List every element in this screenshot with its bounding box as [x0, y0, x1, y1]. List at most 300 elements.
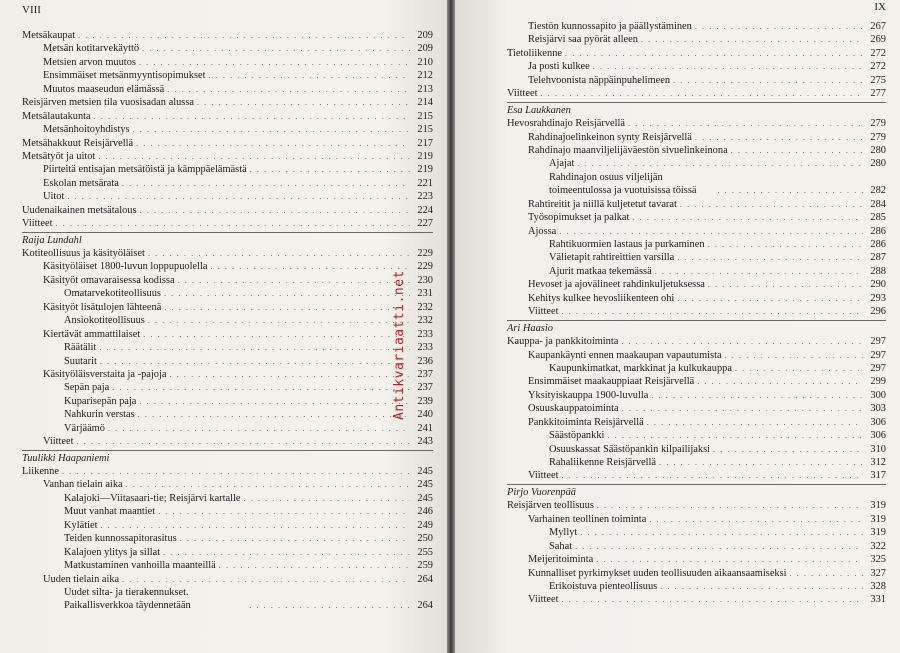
toc-entry-title: Uudenaikainen metsätalous	[22, 204, 137, 216]
toc-entry-title: Kalajoki—Viitasaari-tie; Reisjärvi kartalle	[64, 492, 241, 504]
toc-entry	[22, 355, 433, 368]
toc-dot-leader	[133, 123, 410, 136]
toc-entry	[22, 110, 433, 123]
toc-entry-title: Käsityöt omavaraisessa kodissa	[43, 274, 175, 286]
toc-entry-page: 319	[870, 527, 886, 539]
toc-entry	[22, 478, 433, 491]
toc-entry	[22, 177, 433, 190]
toc-entry-page: 245	[417, 466, 433, 477]
toc-dot-leader	[575, 540, 863, 553]
toc-entry-title: Vanhan tielain aika	[43, 479, 123, 491]
toc-entry-title: Kehitys kulkee hevosliikenteen ohi	[528, 292, 675, 304]
toc-entry	[22, 314, 433, 327]
toc-entry-page: 249	[417, 519, 433, 531]
toc-dot-leader	[163, 546, 410, 559]
toc-entry-page: 212	[417, 70, 433, 82]
toc-dot-leader	[660, 580, 863, 593]
toc-entry-page: 223	[417, 191, 433, 203]
toc-entry	[507, 60, 886, 73]
toc-dot-leader	[126, 478, 410, 491]
toc-dot-leader	[735, 362, 863, 375]
toc-dot-leader	[708, 238, 863, 251]
toc-entry-title: Viitteet	[22, 218, 53, 230]
toc-dot-leader	[695, 20, 863, 33]
toc-entry-title: Kuparisepän paja	[64, 395, 137, 407]
toc-entry-title: Rahdinajo maanviljelijäväestön sivuelinkeinona	[528, 144, 728, 156]
toc-entry	[507, 513, 886, 526]
toc-entry-page: 331	[870, 594, 886, 606]
toc-entry-page: 275	[870, 74, 886, 86]
toc-entry	[507, 117, 886, 130]
toc-entry-page: 306	[870, 416, 886, 428]
toc-dot-leader	[622, 402, 863, 415]
toc-dot-leader	[641, 33, 863, 46]
toc-entry	[507, 375, 886, 388]
toc-entry-page: 219	[417, 164, 433, 176]
toc-entry-page: 287	[870, 252, 886, 264]
toc-entry-page: 312	[870, 457, 886, 469]
toc-entry	[22, 546, 433, 559]
toc-entry-title: Hevosrahdinajo Reisjärvellä	[507, 118, 626, 130]
toc-dot-leader	[659, 456, 863, 469]
toc-entry-title: Liikenne	[22, 466, 59, 477]
left-page-number: VIII	[22, 4, 41, 16]
toc-entry	[507, 47, 886, 60]
toc-entry-page: 317	[870, 470, 886, 482]
toc-entry	[22, 492, 433, 505]
toc-entry-title: Kaupankäynti ennen maakaupan vapautumista	[528, 349, 722, 361]
toc-entry	[22, 465, 433, 478]
toc-entry-page: 290	[870, 279, 886, 291]
toc-entry-page: 296	[870, 306, 886, 318]
toc-author: Raija Lundahl	[22, 232, 433, 247]
toc-entry-title: Värjäämö	[64, 422, 105, 434]
toc-dot-leader	[122, 177, 410, 190]
toc-dot-leader	[621, 335, 863, 348]
toc-entry	[507, 416, 886, 429]
toc-entry	[507, 225, 886, 238]
toc-dot-leader	[62, 465, 410, 478]
toc-dot-leader	[597, 499, 863, 512]
toc-entry-page: 214	[417, 97, 433, 109]
toc-dot-leader	[250, 163, 410, 176]
toc-entry-title: Metsälautakunta	[22, 110, 91, 122]
toc-entry-title: Viitteet	[507, 88, 538, 100]
toc-entry	[22, 274, 433, 287]
toc-entry-page: 237	[417, 382, 433, 394]
toc-dot-leader	[731, 144, 863, 157]
toc-entry-title: Ajossa	[528, 225, 557, 237]
toc-entry	[507, 593, 886, 606]
toc-entry-page: 319	[870, 513, 886, 525]
toc-entry-title: Rahtireitit ja niillä kuljetetut tavarat	[528, 198, 677, 210]
toc-entry	[507, 443, 886, 456]
toc-entry	[22, 422, 433, 435]
toc-dot-leader	[178, 274, 410, 287]
toc-dot-leader	[158, 505, 410, 518]
toc-entry-title: Matkustaminen vanhoilla maanteillä	[64, 560, 216, 572]
toc-entry-title: Rahtikuormien lastaus ja purkaminen	[549, 239, 705, 251]
toc-entry-title: Ajajat	[549, 158, 575, 170]
toc-entry-title: Viitteet	[528, 594, 559, 606]
toc-entry-title: Viitteet	[528, 306, 559, 318]
toc-entry-title: Säästöpankki	[549, 430, 605, 442]
toc-entry-page: 328	[870, 580, 886, 592]
toc-entry	[507, 292, 886, 305]
toc-entry-title: Käsityöläiset 1800-luvun loppupuolella	[43, 261, 208, 273]
toc-entry-page: 293	[870, 292, 886, 304]
toc-entry	[507, 74, 886, 87]
toc-entry-page: 209	[417, 30, 433, 41]
toc-author: Ari Haasio	[507, 320, 886, 335]
toc-dot-leader	[541, 87, 863, 100]
toc-entry	[22, 150, 433, 163]
toc-entry-title: Pankkitoiminta Reisjärvellä	[528, 416, 644, 428]
toc-entry-page: 327	[870, 567, 886, 579]
toc-dot-leader	[244, 492, 410, 505]
toc-dot-leader	[164, 301, 410, 314]
toc-dot-leader	[164, 287, 410, 300]
toc-entry	[22, 341, 433, 354]
toc-entry-page: 213	[417, 83, 433, 95]
toc-entry-title: Viitteet	[43, 436, 74, 448]
toc-dot-leader	[717, 184, 867, 197]
toc-entry	[22, 29, 433, 42]
toc-dot-leader	[136, 137, 410, 150]
toc-dot-leader	[197, 96, 410, 109]
toc-entry	[22, 368, 433, 381]
toc-entry-title: Metsän kotitarvekäyttö	[43, 43, 140, 55]
toc-dot-leader	[565, 47, 863, 60]
toc-entry-page: 279	[870, 118, 886, 130]
toc-entry-title: Reisjärvi saa pyörät alleen	[528, 34, 638, 46]
toc-entry-page: 286	[870, 225, 886, 237]
toc-entry-title: Sahat	[549, 540, 573, 552]
toc-entry	[22, 163, 433, 176]
toc-entry-title: Kalajoen ylitys ja sillat	[64, 546, 161, 558]
toc-entry	[507, 362, 886, 375]
toc-entry	[507, 402, 886, 415]
toc-entry-title: Teiden kunnossapitorasitus	[64, 533, 177, 545]
toc-entry-page: 264	[417, 573, 433, 585]
toc-dot-leader	[562, 469, 863, 482]
toc-entry	[507, 499, 886, 512]
toc-entry-title: Tietoliikenne	[507, 47, 563, 59]
toc-entry-page: 232	[417, 315, 433, 327]
toc-entry-title: Käsityöt lisätulojen lähteenä	[43, 301, 162, 313]
toc-entry	[507, 211, 886, 224]
toc-entry-title: Muut vanhat maantiet	[64, 506, 156, 518]
toc-entry-page: 246	[417, 506, 433, 518]
toc-dot-leader	[112, 381, 410, 394]
toc-entry-page: 245	[417, 492, 433, 504]
toc-dot-leader	[167, 83, 410, 96]
toc-entry-title: Tiestön kunnossapito ja päällystäminen	[528, 21, 692, 32]
toc-entry	[507, 33, 886, 46]
right-page	[455, 0, 900, 653]
toc-dot-leader	[677, 292, 863, 305]
toc-entry-title: Sepän paja	[64, 382, 110, 394]
toc-entry	[507, 238, 886, 251]
toc-entry	[22, 217, 433, 230]
toc-dot-leader	[697, 375, 863, 388]
toc-dot-leader	[249, 599, 414, 612]
toc-dot-leader	[647, 416, 863, 429]
toc-entry-title: Uudet silta- ja tierakennukset. Paikallisverkkoa täydennetään	[64, 586, 191, 612]
toc-entry	[22, 532, 433, 545]
toc-entry	[22, 519, 433, 532]
toc-dot-leader	[596, 553, 863, 566]
toc-entry-title: Viitteet	[528, 470, 559, 482]
toc-entry	[22, 204, 433, 217]
toc-entry-page: 239	[417, 395, 433, 407]
toc-entry-page: 280	[870, 158, 886, 170]
toc-entry-title: Muutos maaseudun elämässä	[43, 83, 165, 95]
toc-entry	[22, 69, 433, 82]
toc-entry	[507, 580, 886, 593]
toc-entry-page: 303	[870, 403, 886, 415]
toc-dot-leader	[713, 443, 863, 456]
toc-entry	[22, 190, 433, 203]
toc-entry-page: 210	[417, 56, 433, 68]
toc-entry-title: Osuuskauppatoiminta	[528, 403, 619, 415]
toc-entry-page: 297	[870, 336, 886, 348]
toc-entry	[507, 305, 886, 318]
toc-dot-leader	[209, 69, 411, 82]
toc-entry	[507, 251, 886, 264]
toc-entry-page: 277	[870, 88, 886, 100]
toc-entry-title: Kylätiet	[64, 519, 98, 531]
toc-entry	[507, 349, 886, 362]
toc-author: Esa Laukkanen	[507, 102, 886, 117]
toc-entry-page: 221	[417, 177, 433, 189]
toc-entry-title: Kauppa- ja pankkitoiminta	[507, 336, 619, 348]
toc-entry	[507, 265, 886, 278]
toc-entry	[22, 83, 433, 96]
toc-entry-title: Erikoistuva pienteollisuus	[549, 580, 658, 592]
toc-entry	[22, 559, 433, 572]
toc-entry-page: 240	[417, 409, 433, 421]
toc-entry-title: Rahdinajoelinkeinon synty Reisjärvellä	[528, 131, 692, 143]
toc-entry-page: 237	[417, 368, 433, 380]
toc-dot-leader	[67, 190, 410, 203]
toc-entry	[507, 540, 886, 553]
toc-dot-leader	[211, 260, 411, 273]
toc-entry	[22, 408, 433, 421]
toc-entry-page: 209	[417, 43, 433, 55]
toc-entry-title: Ajurit matkaa tekemässä	[549, 265, 652, 277]
toc-entry	[22, 137, 433, 150]
toc-author: Tuulikki Haapaniemi	[22, 450, 433, 465]
toc-entry-page: 282	[870, 185, 886, 197]
left-page	[0, 0, 447, 653]
toc-entry-page: 306	[870, 430, 886, 442]
toc-entry-page: 267	[870, 21, 886, 32]
toc-entry	[507, 429, 886, 442]
toc-entry-page: 322	[870, 540, 886, 552]
toc-dot-leader	[725, 349, 863, 362]
toc-dot-leader	[580, 526, 863, 539]
toc-entry-page: 284	[870, 198, 886, 210]
toc-entry	[507, 469, 886, 482]
toc-dot-leader	[180, 532, 410, 545]
toc-dot-leader	[649, 513, 863, 526]
toc-entry-title: Välietapit rahtireittien varsilla	[549, 252, 675, 264]
toc-dot-leader	[651, 389, 863, 402]
toc-entry-title: Osuuskassat Säästöpankin kilpailijaksi	[549, 443, 711, 455]
toc-dot-leader	[108, 422, 410, 435]
toc-entry-title: Rahaliikenne Reisjärvellä	[549, 457, 657, 469]
toc-dot-leader	[170, 368, 411, 381]
toc-dot-leader	[56, 217, 410, 230]
toc-entry-title: Yksityiskauppa 1900-luvulla	[528, 389, 649, 401]
toc-entry-title: Käsityöläisverstaita ja -pajoja	[43, 368, 167, 380]
toc-entry	[507, 278, 886, 291]
toc-entry-title: Ensimmäiset maakauppiaat Reisjärvellä	[528, 376, 695, 388]
toc-entry-title: Telehvoonista näppäinpuhelimeen	[528, 74, 671, 86]
toc-entry-title: Omatarvekotiteollisuus	[64, 288, 161, 300]
toc-dot-leader	[562, 305, 863, 318]
toc-entry-title: Myllyt	[549, 527, 578, 539]
toc-entry-page: 232	[417, 301, 433, 313]
toc-entry-title: Eskolan metsärata	[43, 177, 119, 189]
toc-dot-leader	[142, 42, 410, 55]
toc-entry-title: Piirteitä entisajan metsätöistä ja kämppäelämästä	[43, 164, 247, 176]
toc-dot-leader	[790, 567, 863, 580]
toc-entry-page: 230	[417, 274, 433, 286]
toc-entry	[22, 505, 433, 518]
toc-entry-title: Ensimmäiset metsänmyyntisopimukset	[43, 70, 206, 82]
toc-entry-page: 215	[417, 124, 433, 136]
toc-dot-leader	[78, 29, 410, 42]
toc-entry	[22, 260, 433, 273]
toc-entry-page: 299	[870, 376, 886, 388]
toc-entry-title: Hevoset ja ajovälineet rahdinkuljetuksessa	[528, 279, 705, 291]
toc-entry-page: 272	[870, 47, 886, 59]
toc-entry	[22, 395, 433, 408]
toc-entry-title: Metsähakkuut Reisjärvellä	[22, 137, 134, 149]
toc-entry-page: 279	[870, 131, 886, 143]
toc-entry-page: 325	[870, 554, 886, 566]
toc-dot-leader	[139, 395, 410, 408]
toc-dot-leader	[562, 593, 863, 606]
toc-entry	[22, 247, 433, 260]
toc-dot-leader	[98, 150, 410, 163]
toc-entry	[22, 123, 433, 136]
toc-dot-leader	[632, 211, 863, 224]
toc-entry	[507, 526, 886, 539]
toc-entry-title: Metsäkaupat	[22, 30, 76, 41]
toc-entry-title: Uuden tielain aika	[43, 573, 120, 585]
toc-dot-leader	[628, 117, 863, 130]
toc-entry-page: 286	[870, 239, 886, 251]
toc-entry	[22, 381, 433, 394]
toc-entry	[22, 96, 433, 109]
toc-dot-leader	[100, 355, 410, 368]
toc-entry-page: 233	[417, 342, 433, 354]
toc-entry-page: 227	[417, 218, 433, 230]
toc-dot-leader	[655, 265, 863, 278]
toc-entry-title: Kaupunkimatkat, markkinat ja kulkukauppa	[549, 362, 732, 374]
toc-dot-leader	[122, 573, 410, 586]
toc-entry-title: Rahdinajon osuus viljelijän toimeentulossa ja vuotuisissa töissä	[549, 171, 697, 197]
right-toc	[507, 20, 886, 607]
toc-entry	[507, 131, 886, 144]
toc-entry	[507, 87, 886, 100]
antikvariaatti-stamp: Antikvariaatti.net	[392, 270, 407, 420]
toc-entry-title: Reisjärven teollisuus	[507, 500, 594, 512]
toc-entry-page: 215	[417, 110, 433, 122]
toc-entry-page: 259	[417, 560, 433, 572]
toc-dot-leader	[140, 204, 410, 217]
toc-entry	[22, 328, 433, 341]
toc-dot-leader	[94, 110, 410, 123]
right-page-number: IX	[874, 1, 886, 13]
toc-entry-title: Kunnalliset pyrkimykset uuden teollisuuden aikaansaamiseksi	[528, 567, 787, 579]
toc-entry	[22, 42, 433, 55]
toc-entry	[507, 335, 886, 348]
toc-entry	[22, 435, 433, 448]
toc-entry-title: Kotiteollisuus ja käsityöläiset	[22, 248, 145, 259]
toc-dot-leader	[680, 198, 863, 211]
toc-dot-leader	[559, 225, 863, 238]
toc-entry-page: 245	[417, 479, 433, 491]
toc-dot-leader	[708, 278, 863, 291]
toc-entry-title: Nahkurin verstas	[64, 409, 135, 421]
toc-entry-title: Varhainen teollinen toiminta	[528, 513, 647, 525]
toc-entry	[22, 287, 433, 300]
toc-dot-leader	[100, 519, 410, 532]
toc-entry-page: 243	[417, 436, 433, 448]
toc-entry-title: Reisjärven metsien tila vuosisadan alussa	[22, 97, 194, 109]
toc-entry	[507, 171, 886, 198]
toc-dot-leader	[143, 328, 410, 341]
toc-entry-page: 272	[870, 61, 886, 73]
toc-dot-leader	[219, 559, 410, 572]
toc-entry-page: 231	[417, 288, 433, 300]
toc-entry	[507, 198, 886, 211]
toc-entry-page: 217	[417, 137, 433, 149]
toc-entry-title: Suutarit	[64, 355, 97, 367]
toc-entry	[507, 157, 886, 170]
toc-entry-page: 297	[870, 362, 886, 374]
toc-entry-page: 300	[870, 389, 886, 401]
toc-entry-title: Meijeritoiminta	[528, 554, 594, 566]
toc-entry-page: 280	[870, 144, 886, 156]
toc-entry-page: 224	[417, 204, 433, 216]
toc-entry-page: 319	[870, 500, 886, 512]
toc-dot-leader	[607, 429, 863, 442]
toc-entry-page: 250	[417, 533, 433, 545]
toc-entry-page: 233	[417, 328, 433, 340]
toc-dot-leader	[148, 247, 410, 260]
toc-entry	[22, 56, 433, 69]
toc-entry-title: Uitot	[43, 191, 65, 203]
toc-author: Pirjo Vuorenpää	[507, 484, 886, 499]
toc-dot-leader	[139, 56, 410, 69]
toc-entry	[507, 456, 886, 469]
toc-entry-page: 219	[417, 150, 433, 162]
toc-entry	[507, 20, 886, 33]
toc-entry-page: 229	[417, 248, 433, 259]
toc-entry-page: 288	[870, 265, 886, 277]
toc-dot-leader	[77, 435, 410, 448]
toc-entry-page: 264	[417, 600, 433, 612]
toc-entry	[507, 553, 886, 566]
toc-entry-title: Metsätyöt ja uitot	[22, 150, 96, 162]
toc-entry-page: 269	[870, 34, 886, 46]
toc-entry-title: Kiertävät ammattilaiset	[43, 328, 141, 340]
